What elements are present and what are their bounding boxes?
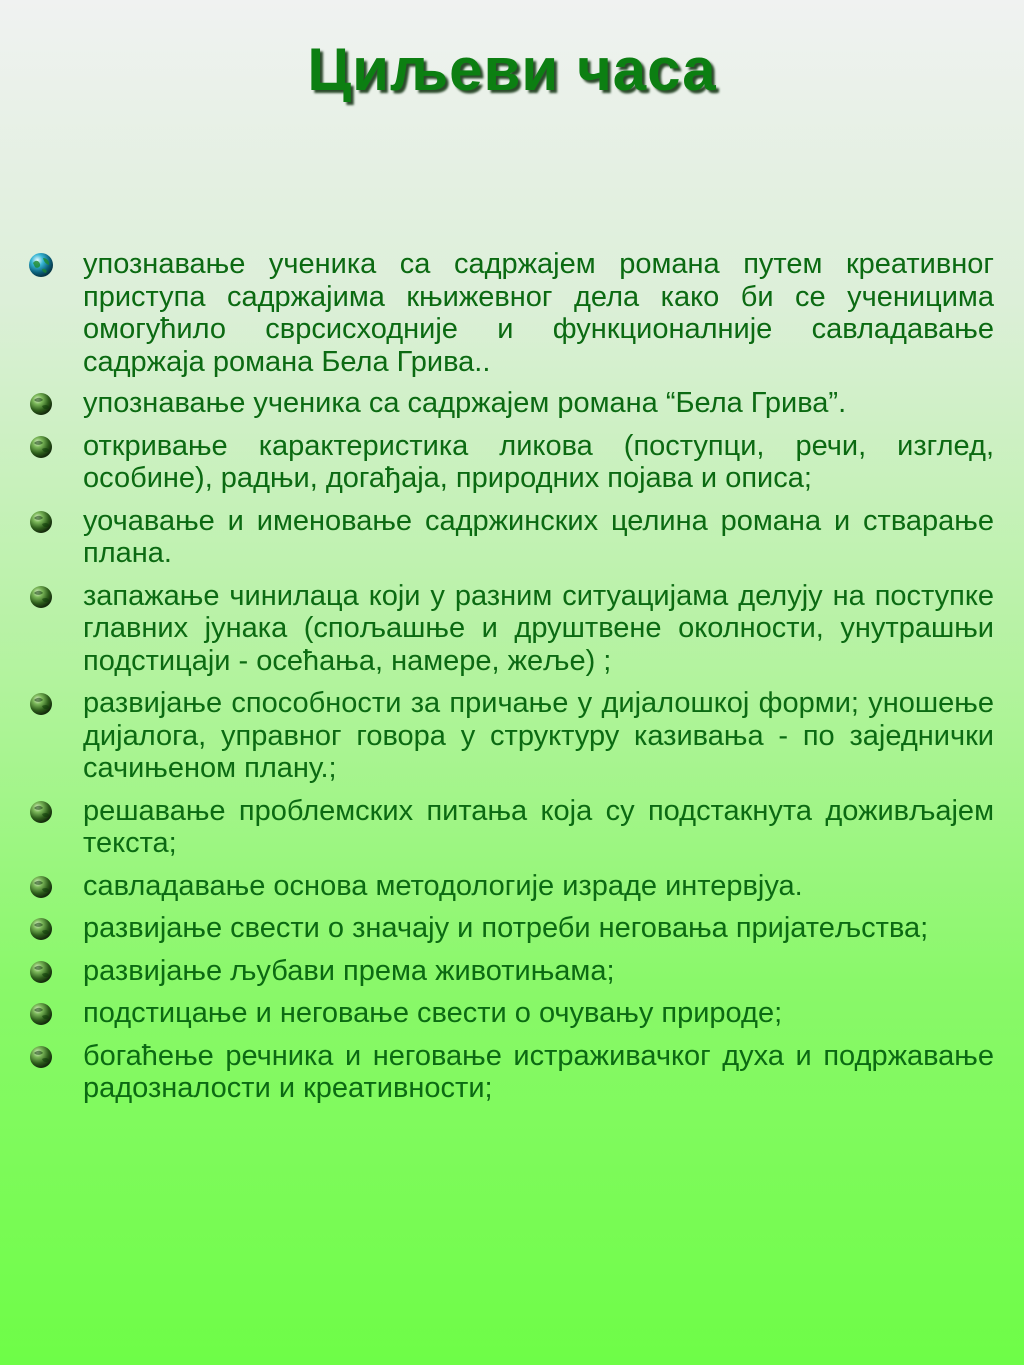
list-item-text: откривање карактеристика ликова (поступци, речи, изглед, особине), радњи, догађаја, природних појава и описа; <box>83 429 994 494</box>
list-item-text: богаћење речника и неговање истраживачког духа и подржавање радозналости и креативности; <box>83 1039 994 1104</box>
list-item <box>28 997 994 1030</box>
green-sphere-bullet-icon <box>28 1044 54 1070</box>
list-item-text: развијање свести о значају и потреби неговања пријатељства; <box>83 912 929 944</box>
list-item <box>28 687 994 785</box>
green-sphere-bullet-icon <box>28 799 54 825</box>
green-sphere-bullet-icon <box>28 391 54 417</box>
green-sphere-bullet-icon <box>28 691 54 717</box>
green-sphere-bullet-icon <box>28 1001 54 1027</box>
list-item <box>28 870 994 903</box>
list-item <box>28 955 994 988</box>
green-sphere-bullet-icon <box>28 434 54 460</box>
list-item <box>28 795 994 860</box>
green-sphere-bullet-icon <box>28 584 54 610</box>
list-item-text: развијање љубави према животињама; <box>83 954 615 987</box>
list-item-text: решавање проблемских питања која су подстакнута доживљајем текста; <box>83 794 994 859</box>
green-sphere-bullet-icon <box>28 874 54 900</box>
list-item <box>28 430 994 495</box>
list-item-text: развијање способности за причање у дијалошкој форми; уношење дијалога, управног говора у структуру казивања - по заједнички сачињеном плану.; <box>83 687 994 784</box>
list-item-text: упознавање ученика са садржајем романа “Бела Грива”. <box>83 387 847 419</box>
green-sphere-bullet-icon <box>28 959 54 985</box>
list-item-text: уочавање и именовање садржинских целина романа и стварање плана. <box>83 504 994 569</box>
slide-title: Циљеви часа <box>307 36 717 103</box>
list-item-text: подстицање и неговање свести о очувању природе; <box>83 997 783 1029</box>
list-item-text: савладавање основа методологије израде интервјуа. <box>83 869 803 902</box>
list-item <box>28 912 994 945</box>
list-item <box>28 580 994 678</box>
list-item <box>28 1040 994 1105</box>
green-sphere-bullet-icon <box>28 509 54 535</box>
list-item <box>28 248 994 378</box>
list-item <box>28 505 994 570</box>
objectives-list <box>28 248 994 1115</box>
green-sphere-bullet-icon <box>28 916 54 942</box>
list-item-text: упознавање ученика са садржајем романа путем креативног приступа садржајима књижевног дела како би се ученицима омогућило сврсисходније и функционалније савладавање садржаја романа Бела Грива.. <box>83 248 994 378</box>
globe-bullet-icon <box>28 252 54 278</box>
list-item-text: запажање чинилаца који у разним ситуацијама делују на поступке главних јунака (спољашње и друштвене околности, унутрашњи подстицаји - осећања, намере, жеље) ; <box>83 579 994 677</box>
list-item <box>28 387 994 420</box>
